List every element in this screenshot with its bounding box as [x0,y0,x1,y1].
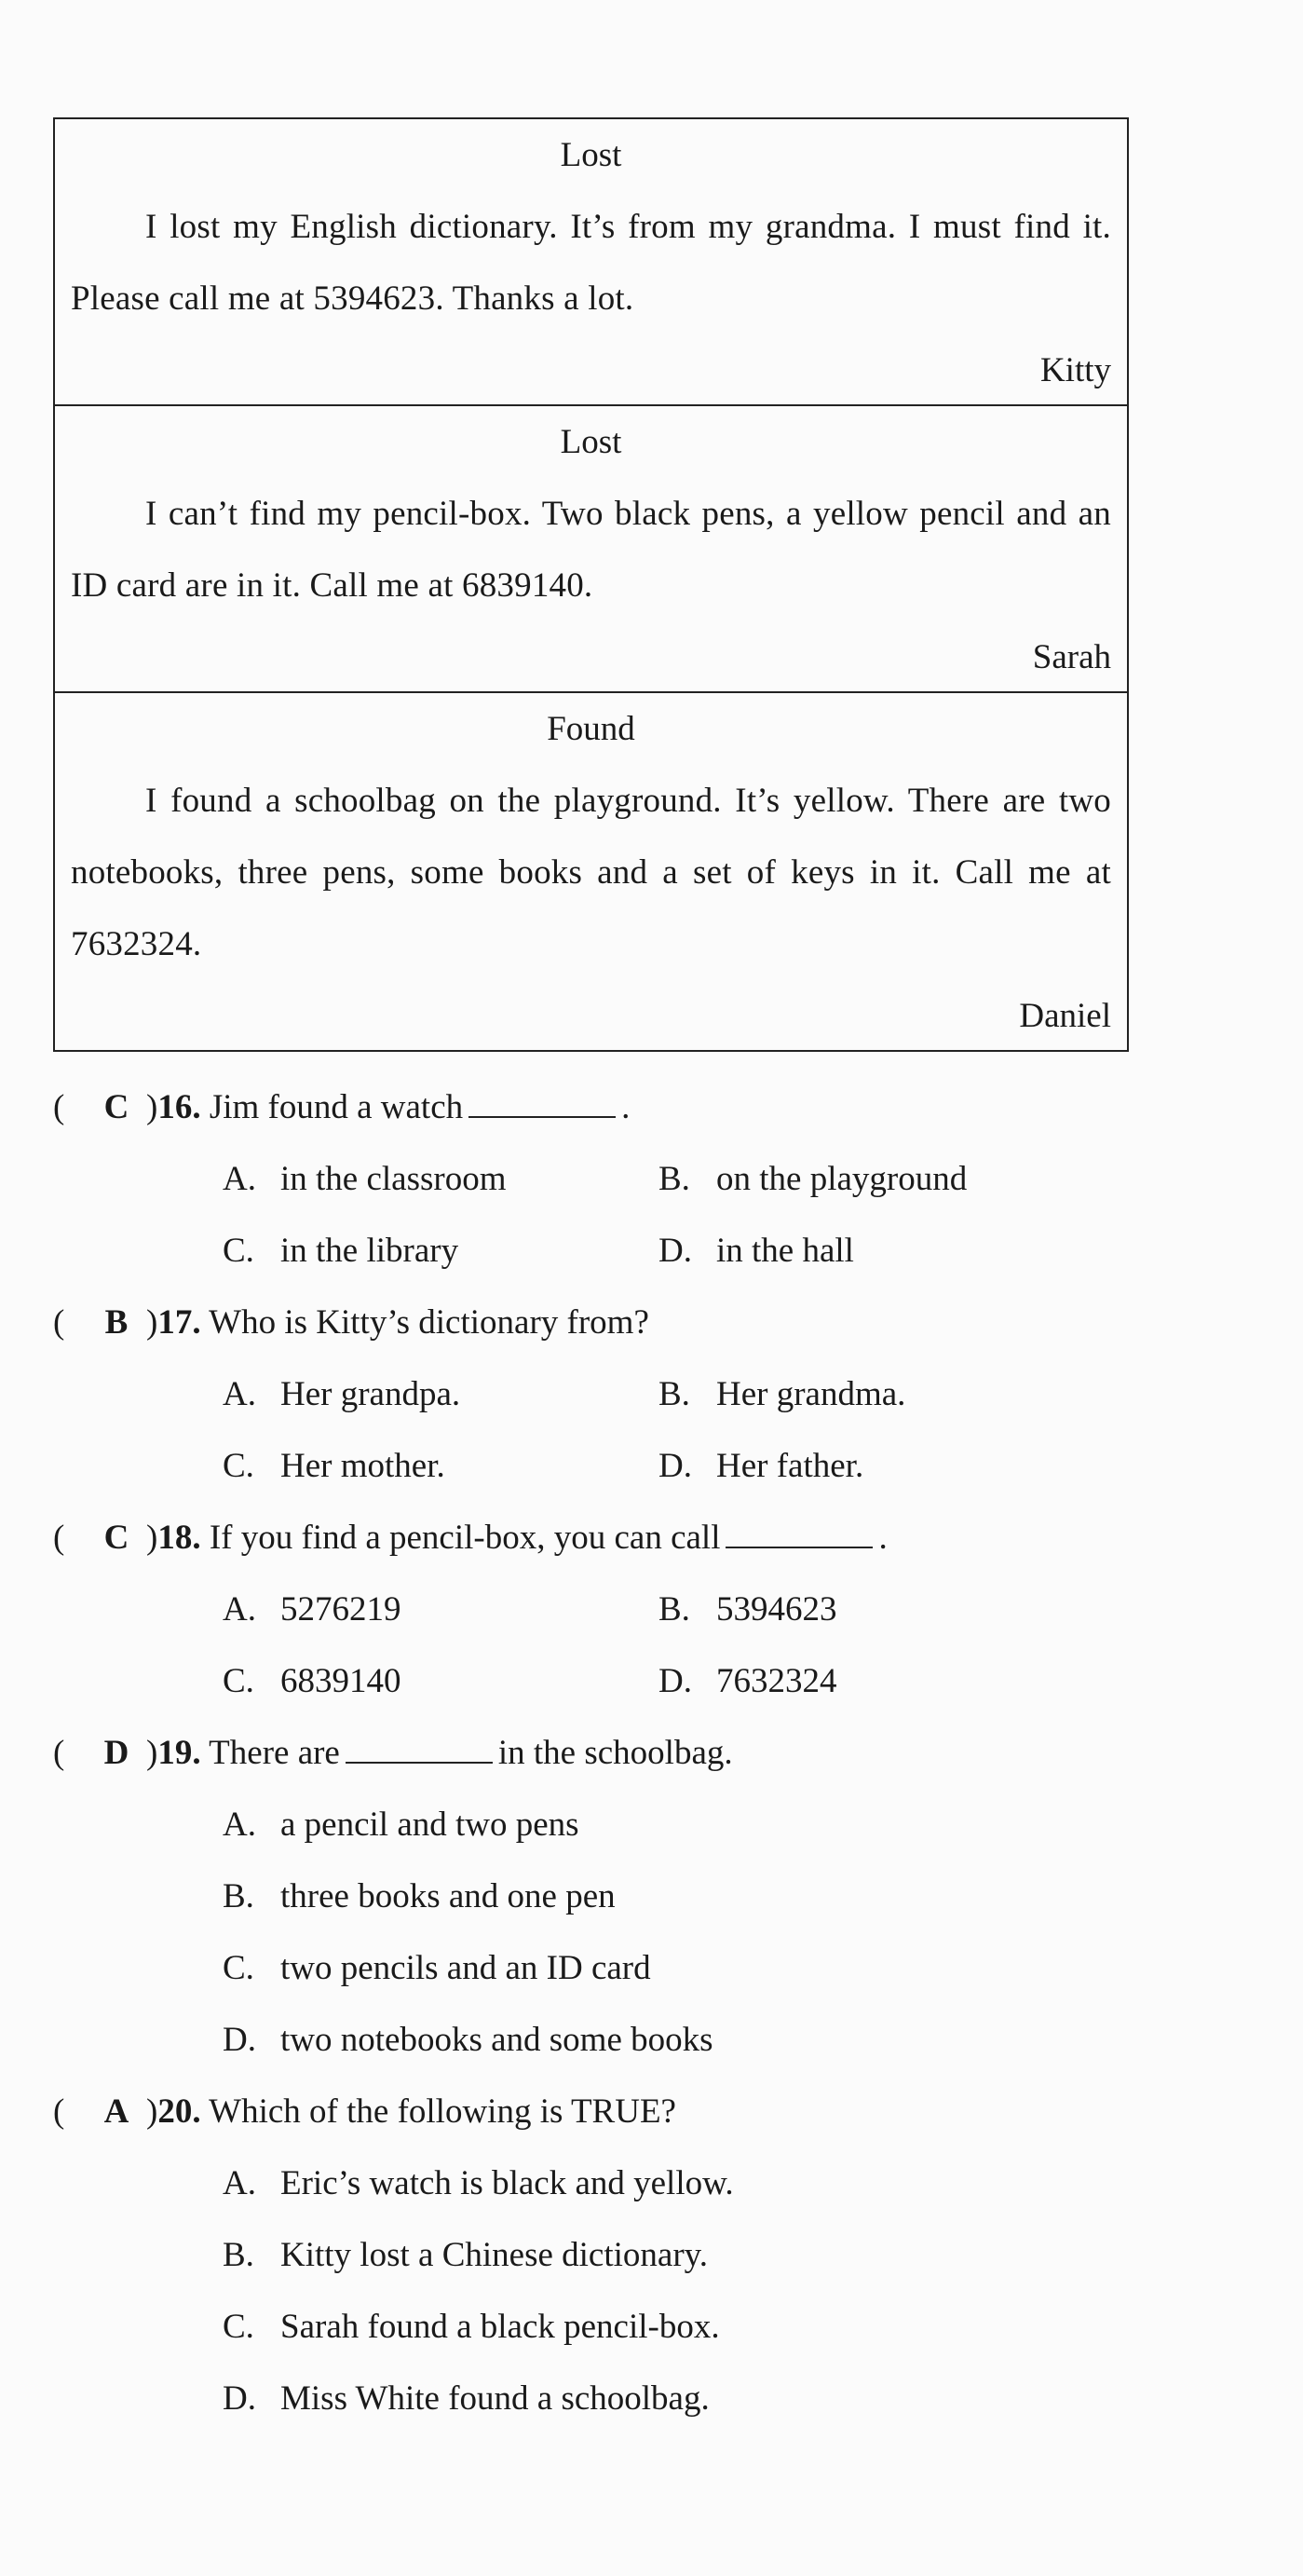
option-b: B. Her grandma. [658,1375,906,1413]
question-list [53,1071,1264,2434]
stem-text: There are [209,1734,340,1772]
question-number: 18. [157,1519,201,1557]
question-18-stem [53,1502,1264,1574]
close-paren: ) [146,1088,158,1126]
option-row [53,2004,1264,2076]
answer-field[interactable]: C [103,1088,129,1126]
answer-field[interactable]: B [104,1303,129,1342]
notice-daniel [55,693,1127,1050]
notice-signature: Daniel [1019,997,1111,1035]
option-d: D. Her father. [658,1447,864,1485]
answer-blank[interactable] [346,1734,493,1764]
question-20-stem [53,2076,1264,2147]
close-paren: ) [146,1303,158,1342]
close-paren: ) [146,1734,158,1772]
option-row [53,1143,1264,1215]
option-a: A. a pencil and two pens [223,1806,579,1844]
option-row [53,2291,1264,2363]
question-number: 17. [157,1303,201,1342]
option-a: A. Her grandpa. [223,1375,461,1413]
question-16-stem [53,1071,1264,1143]
option-c: C. Sarah found a black pencil-box. [223,2308,720,2346]
close-paren: ) [146,2092,158,2131]
option-row [53,1932,1264,2004]
notice-body: I can’t find my pencil-box. Two black pens, a yellow pencil and an ID card are in it. Call me at 6839140. [71,495,1111,605]
stem-text: If you find a pencil-box, you can call [209,1519,721,1557]
question-19-stem [53,1717,1264,1789]
option-b: B. three books and one pen [223,1877,616,1915]
notice-title: Lost [560,423,622,461]
answer-field[interactable]: C [103,1519,129,1557]
option-row [53,1789,1264,1860]
answer-blank[interactable] [468,1088,616,1118]
open-paren: ( [53,1088,65,1126]
option-c: C. in the library [223,1232,459,1270]
notice-board [53,117,1129,1052]
stem-text-after: in the schoolbag. [497,1734,733,1772]
open-paren: ( [53,1734,65,1772]
option-a: A. 5276219 [223,1590,401,1629]
open-paren: ( [53,1519,65,1557]
notice-title: Lost [560,136,622,174]
question-17-stem [53,1287,1264,1358]
question-number: 19. [157,1734,201,1772]
notice-body: I found a schoolbag on the playground. It’s yellow. There are two notebooks, three pens, some books and a set of keys in it. Call me at 7632324. [71,782,1111,963]
option-d: D. 7632324 [658,1662,837,1700]
notice-signature: Sarah [1032,638,1111,676]
option-a: A. Eric’s watch is black and yellow. [223,2164,734,2202]
option-d: D. two notebooks and some books [223,2021,713,2059]
notice-signature: Kitty [1039,351,1111,389]
option-b: B. 5394623 [658,1590,837,1629]
option-c: C. 6839140 [223,1662,401,1700]
option-b: B. on the playground [658,1160,968,1198]
answer-field[interactable]: D [103,1734,129,1772]
stem-text: Jim found a watch [209,1088,464,1126]
option-row [53,1860,1264,1932]
stem-text: Who is Kitty’s dictionary from? [209,1303,649,1342]
option-b: B. Kitty lost a Chinese dictionary. [223,2236,708,2274]
question-number: 20. [157,2092,201,2131]
option-row [53,1430,1264,1502]
option-a: A. in the classroom [223,1160,507,1198]
option-row [53,1358,1264,1430]
stem-text-after: . [878,1519,888,1557]
answer-blank[interactable] [726,1519,873,1548]
notice-kitty [55,119,1127,406]
stem-text: Which of the following is TRUE? [209,2092,676,2131]
option-row [53,2147,1264,2219]
option-c: C. Her mother. [223,1447,445,1485]
notice-sarah [55,406,1127,693]
option-row [53,1574,1264,1645]
option-d: D. Miss White found a schoolbag. [223,2379,710,2418]
stem-text-after: . [621,1088,631,1126]
option-row [53,2219,1264,2291]
notice-title: Found [547,710,635,748]
option-row [53,1645,1264,1717]
answer-field[interactable]: A [103,2092,129,2131]
notice-body: I lost my English dictionary. It’s from my grandma. I must find it. Please call me at 5394623. Thanks a lot. [71,208,1111,318]
option-c: C. two pencils and an ID card [223,1949,651,1987]
option-d: D. in the hall [658,1232,854,1270]
open-paren: ( [53,1303,65,1342]
option-row [53,2363,1264,2434]
close-paren: ) [146,1519,158,1557]
open-paren: ( [53,2092,65,2131]
option-row [53,1215,1264,1287]
question-number: 16. [157,1088,201,1126]
